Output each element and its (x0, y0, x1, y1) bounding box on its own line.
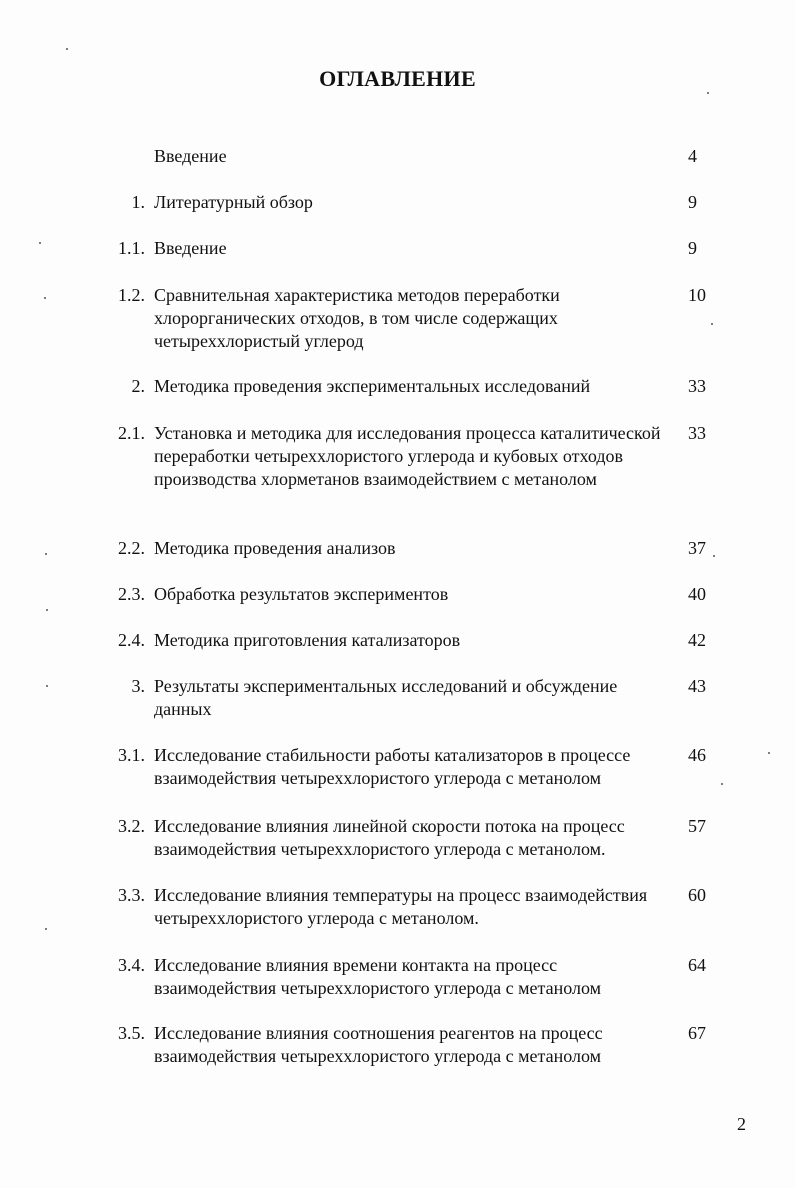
scan-speck (66, 48, 68, 50)
scan-speck (45, 553, 47, 555)
entry-title: Литературный обзор (154, 192, 313, 212)
entry-number: 3.1. (118, 745, 145, 765)
entry-page: 46 (688, 745, 706, 765)
entry-title: Введение (154, 146, 227, 166)
entry-title: Методика проведения анализов (154, 538, 396, 558)
entry-title: Исследование влияния линейной скорости потока на процесс взаимодействия четыреххлористого углерода с метанолом. (154, 816, 625, 859)
entry-title: Введение (154, 238, 227, 258)
page-title: ОГЛАВЛЕНИЕ (319, 66, 476, 91)
entry-page: 67 (688, 1023, 706, 1043)
entry-page: 37 (688, 538, 706, 558)
entry-page: 9 (688, 238, 697, 258)
entry-number: 2.3. (118, 584, 145, 604)
scan-speck (44, 297, 46, 299)
entry-title: Исследование стабильности работы катализаторов в процессе взаимодействия четыреххлористого углерода с метанолом (154, 745, 631, 788)
entry-title: Исследование влияния температуры на процесс взаимодействия четыреххлористого углерода с метанолом. (154, 885, 648, 928)
entry-page: 33 (688, 376, 706, 396)
scan-speck (39, 242, 41, 244)
entry-number: 3. (131, 676, 145, 696)
entry-number: 3.5. (118, 1023, 145, 1043)
entry-number: 1.2. (118, 285, 145, 305)
entry-title: Сравнительная характеристика методов переработки хлорорганических отходов, в том числе содержащих четыреххлористый углерод (154, 285, 560, 351)
entry-page: 9 (688, 192, 697, 212)
scan-speck (45, 928, 47, 930)
entry-page: 33 (688, 423, 706, 443)
scan-speck (707, 92, 709, 94)
entry-number: 3.4. (118, 955, 145, 975)
entry-page: 40 (688, 584, 706, 604)
scan-speck (713, 555, 715, 557)
entry-number: 2.1. (118, 423, 145, 443)
entry-page: 43 (688, 676, 706, 696)
scan-speck (46, 685, 48, 687)
entry-number: 2. (131, 376, 145, 396)
entry-number: 1. (131, 192, 145, 212)
entry-title: Обработка результатов экспериментов (154, 584, 449, 604)
entry-number: 2.4. (118, 630, 145, 650)
entry-page: 4 (688, 146, 697, 166)
entry-page: 57 (688, 816, 706, 836)
entry-title: Результаты экспериментальных исследований и обсуждение данных (154, 676, 618, 719)
entry-number: 3.3. (118, 885, 145, 905)
scan-speck (721, 783, 723, 785)
page-number: 2 (737, 1114, 746, 1134)
entry-page: 10 (688, 285, 706, 305)
entry-page: 60 (688, 885, 706, 905)
entry-title: Методика проведения экспериментальных исследований (154, 376, 591, 396)
scan-speck (768, 752, 770, 754)
entry-number: 2.2. (118, 538, 145, 558)
entry-number: 3.2. (118, 816, 145, 836)
scan-speck (46, 609, 48, 611)
entry-title: Установка и методика для исследования процесса каталитической переработки четыреххлористого углерода и кубовых отходов производства хлорметанов взаимодействием с метанолом (154, 423, 661, 489)
entry-title: Исследование влияния времени контакта на процесс взаимодействия четыреххлористого углерода с метанолом (154, 955, 602, 998)
entry-title: Методика приготовления катализаторов (154, 630, 461, 650)
entry-page: 42 (688, 630, 706, 650)
entry-page: 64 (688, 955, 706, 975)
entry-number: 1.1. (118, 238, 145, 258)
scan-speck (711, 323, 713, 325)
entry-title: Исследование влияния соотношения реагентов на процесс взаимодействия четыреххлористого углерода с метанолом (154, 1023, 603, 1066)
